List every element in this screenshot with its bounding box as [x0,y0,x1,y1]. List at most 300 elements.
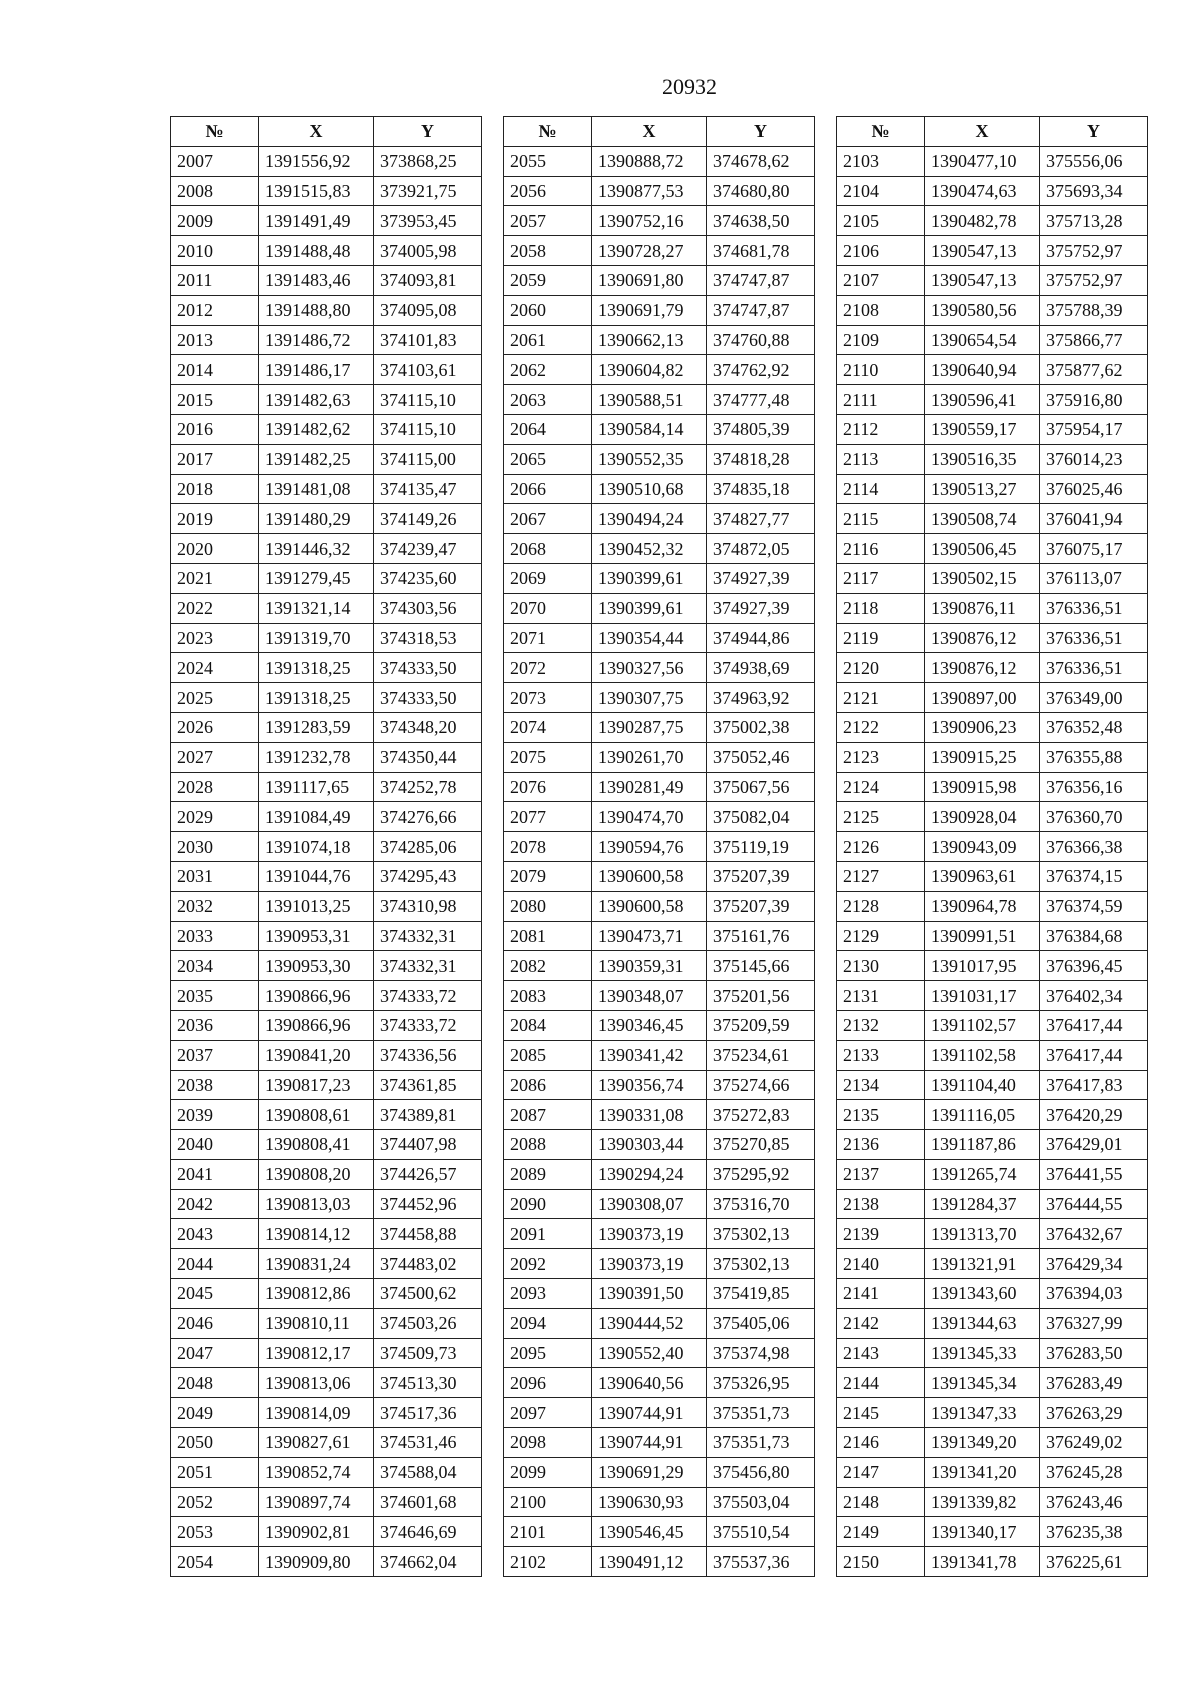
cell-number: 2121 [837,683,925,713]
cell-number: 2016 [171,414,259,444]
cell-number: 2132 [837,1010,925,1040]
cell-x: 1391345,33 [925,1338,1040,1368]
cell-x: 1390547,13 [925,265,1040,295]
table-row [837,1189,1148,1219]
cell-y: 374095,08 [374,295,482,325]
cell-number: 2007 [171,146,259,176]
cell-number: 2110 [837,355,925,385]
cell-y: 374646,69 [374,1517,482,1547]
column-header-x: X [592,117,707,147]
table-row [837,623,1148,653]
cell-y: 374333,72 [374,1010,482,1040]
cell-y: 374336,56 [374,1040,482,1070]
cell-x: 1391349,20 [925,1428,1040,1458]
table-row [837,1338,1148,1368]
cell-number: 2097 [504,1398,592,1428]
table-row [837,1219,1148,1249]
table-row [504,1368,815,1398]
cell-number: 2125 [837,802,925,832]
cell-x: 1390691,80 [592,265,707,295]
table-row [171,623,482,653]
cell-x: 1390308,07 [592,1189,707,1219]
cell-y: 374407,98 [374,1130,482,1160]
cell-x: 1391488,48 [259,236,374,266]
table-row [837,653,1148,683]
cell-number: 2144 [837,1368,925,1398]
cell-y: 375295,92 [707,1159,815,1189]
cell-x: 1391446,32 [259,534,374,564]
cell-number: 2095 [504,1338,592,1368]
table-row [837,1100,1148,1130]
table-row [171,1159,482,1189]
cell-x: 1390303,44 [592,1130,707,1160]
cell-x: 1390876,12 [925,623,1040,653]
cell-number: 2027 [171,742,259,772]
cell-y: 374235,60 [374,563,482,593]
table-row [171,1398,482,1428]
cell-y: 374361,85 [374,1070,482,1100]
cell-y: 376355,88 [1040,742,1148,772]
cell-x: 1390744,91 [592,1398,707,1428]
cell-number: 2136 [837,1130,925,1160]
cell-x: 1391341,78 [925,1547,1040,1577]
table-row [504,176,815,206]
cell-number: 2071 [504,623,592,653]
cell-number: 2015 [171,385,259,415]
cell-y: 376374,15 [1040,861,1148,891]
cell-y: 376394,03 [1040,1279,1148,1309]
cell-number: 2013 [171,325,259,355]
table-row [171,891,482,921]
cell-number: 2145 [837,1398,925,1428]
table-row [837,236,1148,266]
cell-x: 1391488,80 [259,295,374,325]
cell-number: 2018 [171,474,259,504]
cell-number: 2064 [504,414,592,444]
cell-x: 1390841,20 [259,1040,374,1070]
cell-number: 2084 [504,1010,592,1040]
cell-y: 375209,59 [707,1010,815,1040]
cell-x: 1390513,27 [925,474,1040,504]
cell-number: 2139 [837,1219,925,1249]
cell-number: 2080 [504,891,592,921]
cell-y: 374005,98 [374,236,482,266]
cell-y: 375510,54 [707,1517,815,1547]
cell-y: 376356,16 [1040,772,1148,802]
cell-x: 1390588,51 [592,385,707,415]
cell-y: 374588,04 [374,1457,482,1487]
cell-number: 2019 [171,504,259,534]
cell-x: 1390546,45 [592,1517,707,1547]
cell-y: 375693,34 [1040,176,1148,206]
cell-x: 1391556,92 [259,146,374,176]
cell-x: 1390552,35 [592,444,707,474]
cell-number: 2038 [171,1070,259,1100]
table-row [171,534,482,564]
cell-x: 1391104,40 [925,1070,1040,1100]
cell-x: 1390866,96 [259,1010,374,1040]
cell-y: 375272,83 [707,1100,815,1130]
cell-x: 1390594,76 [592,832,707,862]
cell-y: 374103,61 [374,355,482,385]
cell-number: 2118 [837,593,925,623]
cell-x: 1390827,61 [259,1428,374,1458]
cell-number: 2140 [837,1249,925,1279]
cell-number: 2026 [171,712,259,742]
cell-number: 2070 [504,593,592,623]
cell-y: 374805,39 [707,414,815,444]
cell-y: 374835,18 [707,474,815,504]
cell-number: 2075 [504,742,592,772]
cell-y: 374333,50 [374,683,482,713]
cell-y: 373921,75 [374,176,482,206]
cell-x: 1390580,56 [925,295,1040,325]
cell-y: 374115,10 [374,385,482,415]
cell-number: 2049 [171,1398,259,1428]
cell-x: 1390294,24 [592,1159,707,1189]
cell-x: 1390852,74 [259,1457,374,1487]
table-row [171,593,482,623]
table-row [504,1010,815,1040]
table-row [837,1428,1148,1458]
cell-y: 375207,39 [707,861,815,891]
cell-x: 1390547,13 [925,236,1040,266]
cell-number: 2123 [837,742,925,772]
cell-x: 1390341,42 [592,1040,707,1070]
cell-x: 1391341,20 [925,1457,1040,1487]
table-row [171,176,482,206]
cell-y: 374276,66 [374,802,482,832]
cell-number: 2141 [837,1279,925,1309]
cell-y: 374638,50 [707,206,815,236]
cell-x: 1391339,82 [925,1487,1040,1517]
cell-number: 2054 [171,1547,259,1577]
table-row [504,981,815,1011]
cell-x: 1390399,61 [592,593,707,623]
cell-x: 1391044,76 [259,861,374,891]
table-row [504,891,815,921]
cell-x: 1390506,45 [925,534,1040,564]
cell-number: 2137 [837,1159,925,1189]
cell-y: 376360,70 [1040,802,1148,832]
table-row [504,1428,815,1458]
cell-x: 1391480,29 [259,504,374,534]
table-row [171,325,482,355]
cell-y: 375877,62 [1040,355,1148,385]
table-row [837,504,1148,534]
table-row [504,1040,815,1070]
cell-x: 1391321,91 [925,1249,1040,1279]
cell-number: 2138 [837,1189,925,1219]
cell-number: 2114 [837,474,925,504]
table-row [504,1100,815,1130]
cell-y: 375234,61 [707,1040,815,1070]
table-row [504,504,815,534]
cell-x: 1390963,61 [925,861,1040,891]
cell-y: 375351,73 [707,1428,815,1458]
table-row [504,414,815,444]
table-row [504,1189,815,1219]
cell-number: 2058 [504,236,592,266]
cell-number: 2129 [837,921,925,951]
cell-y: 374149,26 [374,504,482,534]
cell-x: 1390596,41 [925,385,1040,415]
cell-number: 2096 [504,1368,592,1398]
table-row [837,712,1148,742]
cell-number: 2098 [504,1428,592,1458]
cell-number: 2130 [837,951,925,981]
cell-x: 1390810,11 [259,1308,374,1338]
cell-number: 2021 [171,563,259,593]
table-row [504,1517,815,1547]
table-row [171,1010,482,1040]
cell-number: 2116 [837,534,925,564]
cell-y: 374509,73 [374,1338,482,1368]
table-row [504,951,815,981]
table-row [837,1279,1148,1309]
table-row [837,534,1148,564]
cell-x: 1390812,86 [259,1279,374,1309]
cell-number: 2059 [504,265,592,295]
cell-number: 2131 [837,981,925,1011]
table-row [171,1428,482,1458]
cell-y: 376352,48 [1040,712,1148,742]
table-row [837,176,1148,206]
cell-number: 2126 [837,832,925,862]
table-row [837,206,1148,236]
table-row [171,444,482,474]
cell-x: 1390508,74 [925,504,1040,534]
cell-y: 375351,73 [707,1398,815,1428]
column-header-number: № [504,117,592,147]
column-header-number: № [837,117,925,147]
table-row [504,325,815,355]
cell-y: 374348,20 [374,712,482,742]
cell-x: 1390584,14 [592,414,707,444]
cell-y: 375145,66 [707,951,815,981]
cell-x: 1390953,31 [259,921,374,951]
cell-y: 373953,45 [374,206,482,236]
table-row [837,1308,1148,1338]
header-row [837,117,1148,147]
cell-y: 376245,28 [1040,1457,1148,1487]
cell-y: 375456,80 [707,1457,815,1487]
cell-y: 376283,50 [1040,1338,1148,1368]
cell-number: 2134 [837,1070,925,1100]
cell-y: 376336,51 [1040,593,1148,623]
cell-x: 1390654,54 [925,325,1040,355]
cell-y: 376417,44 [1040,1040,1148,1070]
cell-number: 2107 [837,265,925,295]
table-row [171,1249,482,1279]
cell-y: 374777,48 [707,385,815,415]
cell-y: 376417,44 [1040,1010,1148,1040]
cell-number: 2051 [171,1457,259,1487]
cell-number: 2086 [504,1070,592,1100]
cell-number: 2022 [171,593,259,623]
cell-x: 1390752,16 [592,206,707,236]
cell-number: 2099 [504,1457,592,1487]
cell-y: 375082,04 [707,802,815,832]
cell-number: 2074 [504,712,592,742]
cell-number: 2092 [504,1249,592,1279]
cell-x: 1391491,49 [259,206,374,236]
cell-number: 2046 [171,1308,259,1338]
cell-x: 1390281,49 [592,772,707,802]
cell-x: 1390444,52 [592,1308,707,1338]
cell-x: 1391031,17 [925,981,1040,1011]
table-row [504,1487,815,1517]
table-row [171,1517,482,1547]
table-row [504,1219,815,1249]
cell-number: 2030 [171,832,259,862]
table-row [504,206,815,236]
cell-y: 376429,34 [1040,1249,1148,1279]
cell-number: 2124 [837,772,925,802]
table-row [837,742,1148,772]
cell-number: 2090 [504,1189,592,1219]
cell-x: 1390640,56 [592,1368,707,1398]
cell-y: 376429,01 [1040,1130,1148,1160]
cell-number: 2066 [504,474,592,504]
table-row [837,444,1148,474]
cell-y: 376225,61 [1040,1547,1148,1577]
table-row [504,1547,815,1577]
cell-y: 375374,98 [707,1338,815,1368]
cell-y: 375866,77 [1040,325,1148,355]
cell-number: 2076 [504,772,592,802]
column-header-y: Y [707,117,815,147]
cell-x: 1391318,25 [259,683,374,713]
table-row [171,474,482,504]
table-row [171,1368,482,1398]
cell-x: 1390812,17 [259,1338,374,1368]
cell-x: 1390813,03 [259,1189,374,1219]
cell-number: 2047 [171,1338,259,1368]
table-row [837,355,1148,385]
cell-y: 374944,86 [707,623,815,653]
table-row [171,861,482,891]
table-row [171,921,482,951]
cell-y: 375752,97 [1040,265,1148,295]
cell-number: 2104 [837,176,925,206]
cell-number: 2069 [504,563,592,593]
table-row [504,712,815,742]
cell-y: 375326,95 [707,1368,815,1398]
cell-number: 2109 [837,325,925,355]
cell-x: 1390808,20 [259,1159,374,1189]
cell-x: 1390991,51 [925,921,1040,951]
cell-y: 374747,87 [707,265,815,295]
cell-y: 375916,80 [1040,385,1148,415]
cell-number: 2067 [504,504,592,534]
table-row [504,653,815,683]
table-row [504,1249,815,1279]
column-header-number: № [171,117,259,147]
table-row [837,981,1148,1011]
cell-x: 1390640,94 [925,355,1040,385]
cell-y: 376336,51 [1040,653,1148,683]
cell-number: 2011 [171,265,259,295]
table-row [837,1070,1148,1100]
cell-x: 1390482,78 [925,206,1040,236]
table-row [837,325,1148,355]
cell-y: 375052,46 [707,742,815,772]
cell-x: 1390814,09 [259,1398,374,1428]
cell-x: 1390943,09 [925,832,1040,862]
cell-y: 374662,04 [374,1547,482,1577]
cell-number: 2048 [171,1368,259,1398]
cell-number: 2028 [171,772,259,802]
cell-x: 1390600,58 [592,891,707,921]
cell-y: 375788,39 [1040,295,1148,325]
cell-number: 2029 [171,802,259,832]
cell-x: 1390630,93 [592,1487,707,1517]
cell-number: 2111 [837,385,925,415]
column-header-y: Y [1040,117,1148,147]
table-row [171,832,482,862]
cell-y: 374762,92 [707,355,815,385]
cell-x: 1390909,80 [259,1547,374,1577]
table-row [837,146,1148,176]
table-row [837,474,1148,504]
cell-number: 2008 [171,176,259,206]
cell-x: 1391013,25 [259,891,374,921]
table-row [837,891,1148,921]
table-row [837,1010,1148,1040]
cell-y: 375274,66 [707,1070,815,1100]
cell-y: 374389,81 [374,1100,482,1130]
cell-y: 376249,02 [1040,1428,1148,1458]
cell-number: 2023 [171,623,259,653]
cell-y: 376402,34 [1040,981,1148,1011]
cell-y: 374760,88 [707,325,815,355]
cell-y: 375161,76 [707,921,815,951]
cell-x: 1391515,83 [259,176,374,206]
cell-number: 2082 [504,951,592,981]
cell-x: 1390359,31 [592,951,707,981]
cell-y: 374483,02 [374,1249,482,1279]
cell-y: 375270,85 [707,1130,815,1160]
cell-x: 1390817,23 [259,1070,374,1100]
table-row [171,1547,482,1577]
cell-x: 1390477,10 [925,146,1040,176]
cell-number: 2032 [171,891,259,921]
cell-number: 2093 [504,1279,592,1309]
cell-y: 376283,49 [1040,1368,1148,1398]
cell-number: 2122 [837,712,925,742]
table-row [171,1130,482,1160]
table-row [171,802,482,832]
column-header-x: X [925,117,1040,147]
cell-y: 374927,39 [707,563,815,593]
cell-y: 376014,23 [1040,444,1148,474]
cell-x: 1390888,72 [592,146,707,176]
table-row [837,1040,1148,1070]
cell-x: 1391265,74 [925,1159,1040,1189]
table-row [504,534,815,564]
cell-x: 1390897,00 [925,683,1040,713]
cell-number: 2040 [171,1130,259,1160]
cell-y: 374295,43 [374,861,482,891]
cell-x: 1391483,46 [259,265,374,295]
cell-x: 1391482,62 [259,414,374,444]
cell-number: 2085 [504,1040,592,1070]
cell-x: 1391343,60 [925,1279,1040,1309]
cell-x: 1390391,50 [592,1279,707,1309]
cell-x: 1391318,25 [259,653,374,683]
cell-x: 1391284,37 [925,1189,1040,1219]
